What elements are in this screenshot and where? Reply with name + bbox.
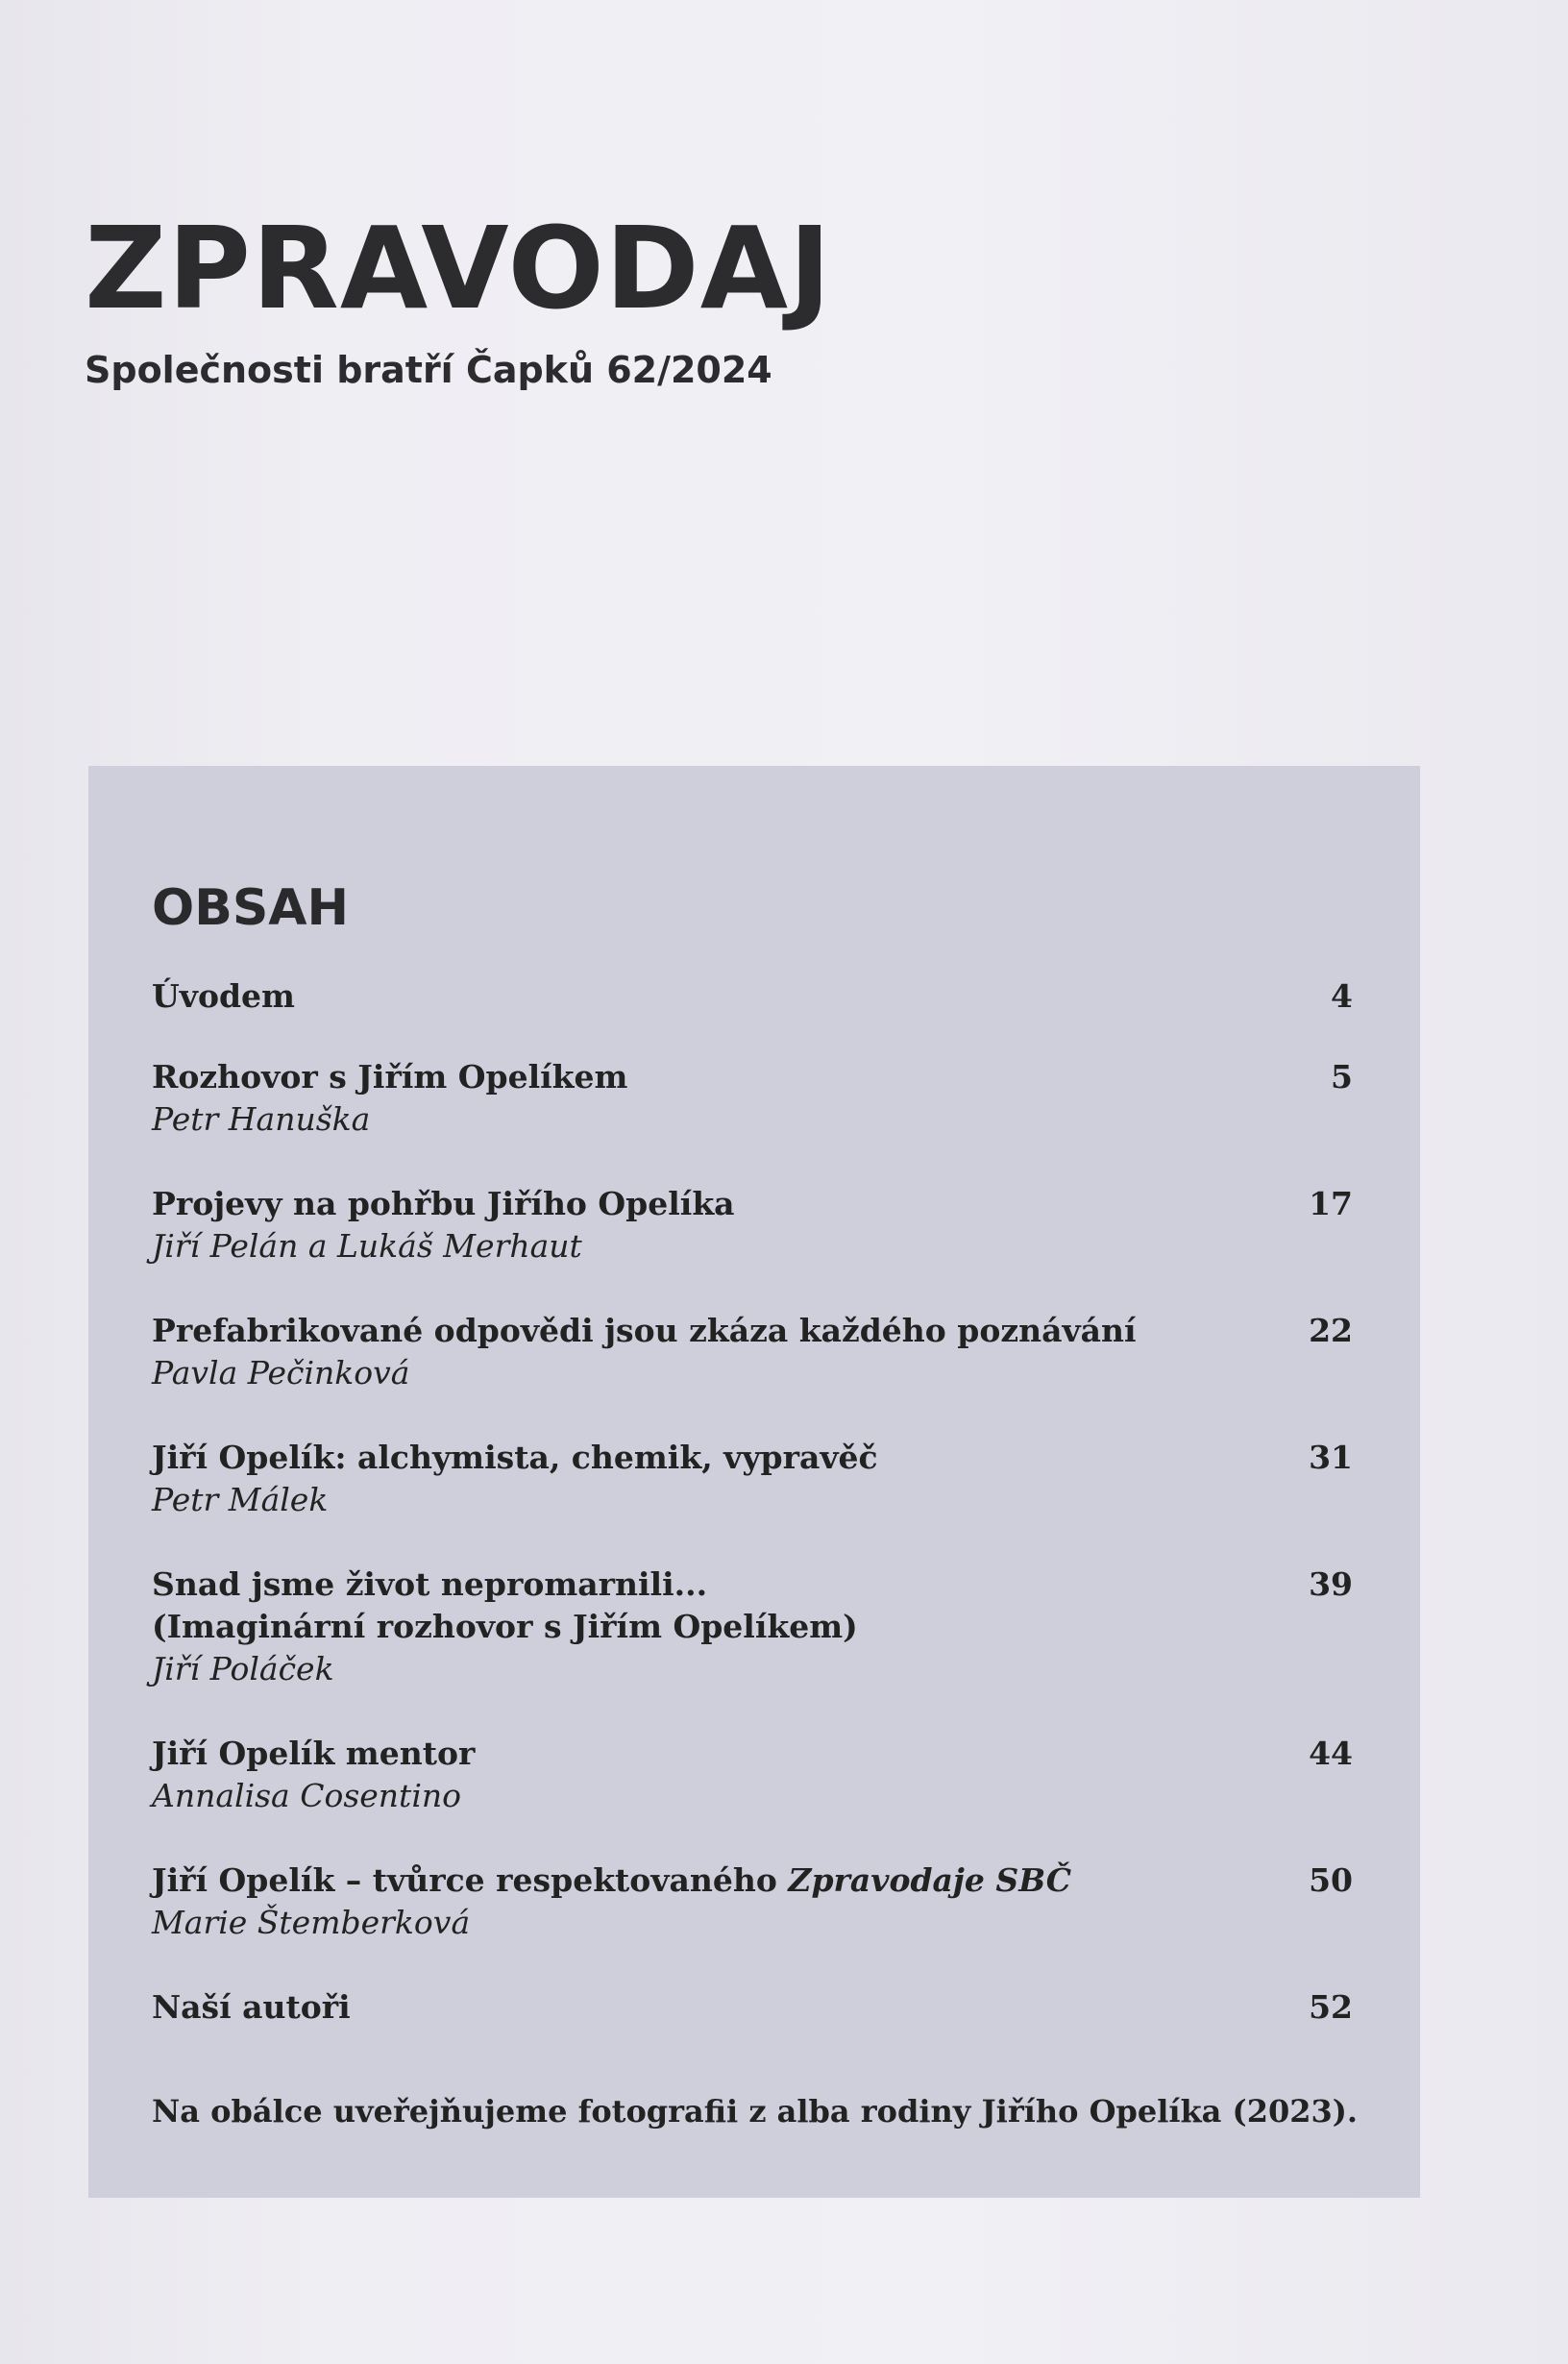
toc-entry <box>152 1183 1353 1268</box>
toc-entry-page: 4 <box>1331 977 1353 1015</box>
toc-entry-page: 52 <box>1309 1988 1353 2026</box>
toc-entry-title: Naší autoři <box>152 1988 351 2026</box>
toc-entry-author: Jiří Pelán a Lukáš Merhaut <box>152 1227 582 1265</box>
toc-entry-page: 17 <box>1309 1185 1353 1222</box>
cover-photo-note: Na obálce uveřejňujeme fotografii z alba rodiny Jiřího Opelíka (2023). <box>152 2093 1359 2130</box>
toc-entry-page: 44 <box>1309 1735 1353 1772</box>
toc-entry-title-text: Jiří Opelík – tvůrce respektovaného <box>152 1861 789 1899</box>
toc-entry-title-italic: Zpravodaje SBČ <box>788 1861 1071 1899</box>
masthead <box>85 202 832 391</box>
table-of-contents <box>88 766 1420 2198</box>
toc-entry <box>152 1437 1353 1521</box>
toc-entry-title <box>152 1859 1353 1902</box>
toc-entry-title: Rozhovor s Jiřím Opelíkem <box>152 1058 628 1096</box>
toc-entry <box>152 1564 1353 1690</box>
toc-list <box>152 975 1353 2071</box>
toc-entry-title: Jiří Opelík mentor <box>152 1735 476 1772</box>
toc-entry-title-line2: (Imaginární rozhovor s Jiřím Opelíkem) <box>152 1608 858 1645</box>
toc-heading: OBSAH <box>152 879 350 937</box>
toc-entry-author: Petr Hanuška <box>152 1100 371 1138</box>
magazine-title: ZPRAVODAJ <box>85 202 832 334</box>
toc-entry-title: Projevy na pohřbu Jiřího Opelíka <box>152 1185 735 1222</box>
toc-entry-page: 22 <box>1309 1312 1353 1349</box>
toc-entry-author: Marie Štemberková <box>152 1904 471 1941</box>
toc-entry-author: Petr Málek <box>152 1481 329 1518</box>
toc-entry <box>152 1056 1353 1141</box>
toc-entry-author: Pavla Pečinková <box>152 1354 410 1391</box>
toc-entry <box>152 1986 1353 2029</box>
toc-entry-title: Snad jsme život nepromarnili... <box>152 1565 708 1603</box>
toc-entry-page: 5 <box>1331 1058 1353 1096</box>
toc-entry <box>152 1733 1353 1817</box>
toc-entry-page: 31 <box>1309 1439 1353 1476</box>
magazine-subtitle: Společnosti bratří Čapků 62/2024 <box>85 349 772 391</box>
toc-entry-title: Jiří Opelík: alchymista, chemik, vypravěč <box>152 1439 878 1476</box>
toc-entry <box>152 1859 1353 1944</box>
toc-entry-author: Jiří Poláček <box>152 1650 334 1687</box>
toc-entry-page: 50 <box>1309 1861 1353 1899</box>
toc-entry-title: Prefabrikované odpovědi jsou zkáza každého poznávání <box>152 1312 1137 1349</box>
toc-entry-title: Úvodem <box>152 977 295 1015</box>
toc-entry <box>152 975 1353 1018</box>
toc-entry-page: 39 <box>1309 1565 1353 1603</box>
toc-entry-author: Annalisa Cosentino <box>152 1777 461 1814</box>
toc-entry <box>152 1310 1353 1394</box>
